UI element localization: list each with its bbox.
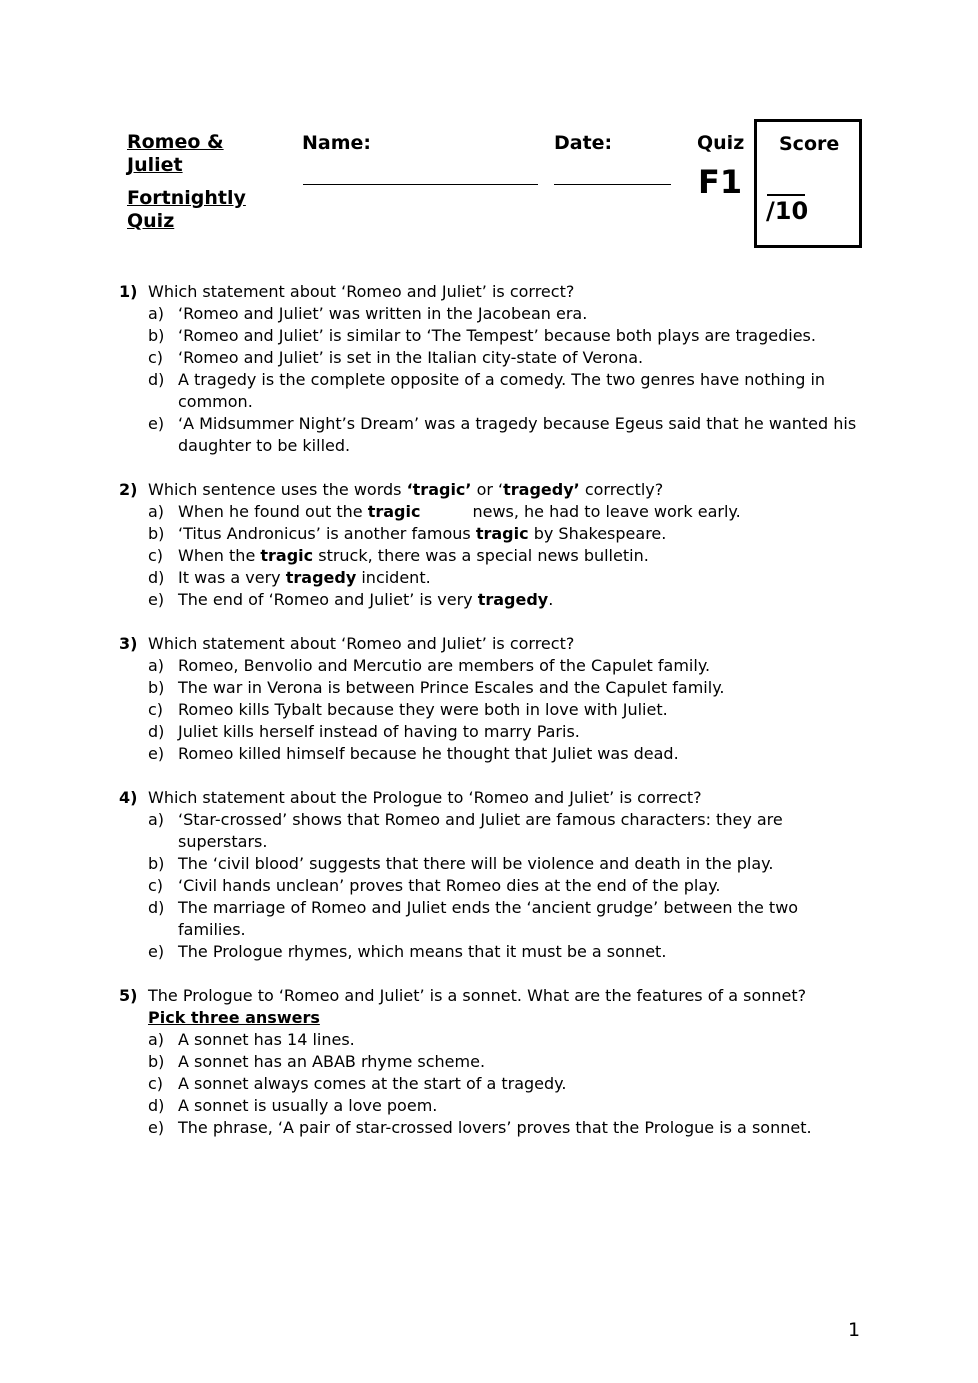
answer-option[interactable]: d) Juliet kills herself instead of having to marry Paris.	[148, 722, 580, 741]
answer-option[interactable]: a) ‘Star-crossed’ shows that Romeo and Juliet are famous characters: they are superstars.	[148, 810, 783, 851]
question-instruction: Pick three answers	[148, 1008, 320, 1027]
answer-option[interactable]: b) A sonnet has an ABAB rhyme scheme.	[148, 1052, 486, 1071]
quiz-code: F1	[698, 163, 743, 201]
answer-option[interactable]: e) The phrase, ‘A pair of star-crossed lovers’ proves that the Prologue is a sonnet.	[148, 1118, 812, 1137]
answer-option[interactable]: b) ‘Romeo and Juliet’ is similar to ‘The Tempest’ because both plays are tragedies.	[148, 326, 816, 345]
name-field[interactable]	[303, 184, 538, 185]
name-label: Name:	[302, 132, 372, 154]
answer-option[interactable]: a) ‘Romeo and Juliet’ was written in the Jacobean era.	[148, 304, 588, 323]
question-text: 5) The Prologue to ‘Romeo and Juliet’ is a sonnet. What are the features of a sonnet?	[119, 986, 807, 1005]
answer-option[interactable]: e) The Prologue rhymes, which means that it must be a sonnet.	[148, 942, 667, 961]
quiz-title	[127, 131, 277, 233]
answer-option[interactable]: b) The ‘civil blood’ suggests that there will be violence and death in the play.	[148, 854, 774, 873]
question-number: 5)	[119, 986, 138, 1005]
question-text: 2) Which sentence uses the words ‘tragic’ or ‘tragedy’ correctly?	[119, 480, 664, 499]
answer-option[interactable]: c) A sonnet always comes at the start of a tragedy.	[148, 1074, 567, 1093]
answer-option[interactable]: c) ‘Romeo and Juliet’ is set in the Italian city-state of Verona.	[148, 348, 644, 367]
answer-option[interactable]: b) The war in Verona is between Prince Escales and the Capulet family.	[148, 678, 725, 697]
question	[0, 479, 978, 611]
answer-option[interactable]: a) Romeo, Benvolio and Mercutio are members of the Capulet family.	[148, 656, 711, 675]
question	[0, 281, 978, 457]
answer-option[interactable]: d) The marriage of Romeo and Juliet ends the ‘ancient grudge’ between the two families.	[148, 898, 799, 939]
question	[0, 985, 978, 1139]
question-text: 3) Which statement about ‘Romeo and Juliet’ is correct?	[119, 634, 575, 653]
question	[0, 787, 978, 963]
answer-option[interactable]: e) ‘A Midsummer Night’s Dream’ was a tragedy because Egeus said that he wanted his daughter to be killed.	[148, 414, 857, 455]
question-text: 4) Which statement about the Prologue to ‘Romeo and Juliet’ is correct?	[119, 788, 702, 807]
question-number: 1)	[119, 282, 138, 301]
answer-option[interactable]: c) Romeo kills Tybalt because they were both in love with Juliet.	[148, 700, 668, 719]
date-label: Date:	[554, 132, 613, 154]
answer-option[interactable]: b) ‘Titus Andronicus’ is another famous tragic by Shakespeare.	[148, 524, 667, 543]
answer-option[interactable]: c) ‘Civil hands unclean’ proves that Romeo dies at the end of the play.	[148, 876, 721, 895]
title-line: Romeo &	[127, 131, 224, 153]
answer-option[interactable]: a) When he found out the tragic news, he had to leave work early.	[148, 502, 741, 521]
score-box	[754, 119, 862, 248]
answer-option[interactable]: e) Romeo killed himself because he thought that Juliet was dead.	[148, 744, 679, 763]
answer-option[interactable]: d) A tragedy is the complete opposite of a comedy. The two genres have nothing in common.	[148, 370, 826, 411]
question-list	[0, 281, 978, 1161]
title-line: Juliet	[127, 154, 183, 176]
question-text: 1) Which statement about ‘Romeo and Juliet’ is correct?	[119, 282, 575, 301]
score-field[interactable]	[767, 194, 805, 196]
title-line: Quiz	[127, 210, 175, 232]
answer-option[interactable]: d) It was a very tragedy incident.	[148, 568, 431, 587]
answer-option[interactable]: c) When the tragic struck, there was a special news bulletin.	[148, 546, 649, 565]
question	[0, 633, 978, 765]
title-line: Fortnightly	[127, 187, 246, 209]
answer-option[interactable]: e) The end of ‘Romeo and Juliet’ is very tragedy.	[148, 590, 554, 609]
answer-option[interactable]: a) A sonnet has 14 lines.	[148, 1030, 355, 1049]
question-number: 2)	[119, 480, 138, 499]
page-number: 1	[848, 1319, 861, 1341]
question-number: 3)	[119, 634, 138, 653]
score-label: Score	[779, 133, 840, 155]
date-field[interactable]	[554, 184, 671, 185]
answer-option[interactable]: d) A sonnet is usually a love poem.	[148, 1096, 438, 1115]
quiz-label: Quiz	[697, 132, 745, 154]
score-total: /10	[766, 197, 809, 225]
question-number: 4)	[119, 788, 138, 807]
